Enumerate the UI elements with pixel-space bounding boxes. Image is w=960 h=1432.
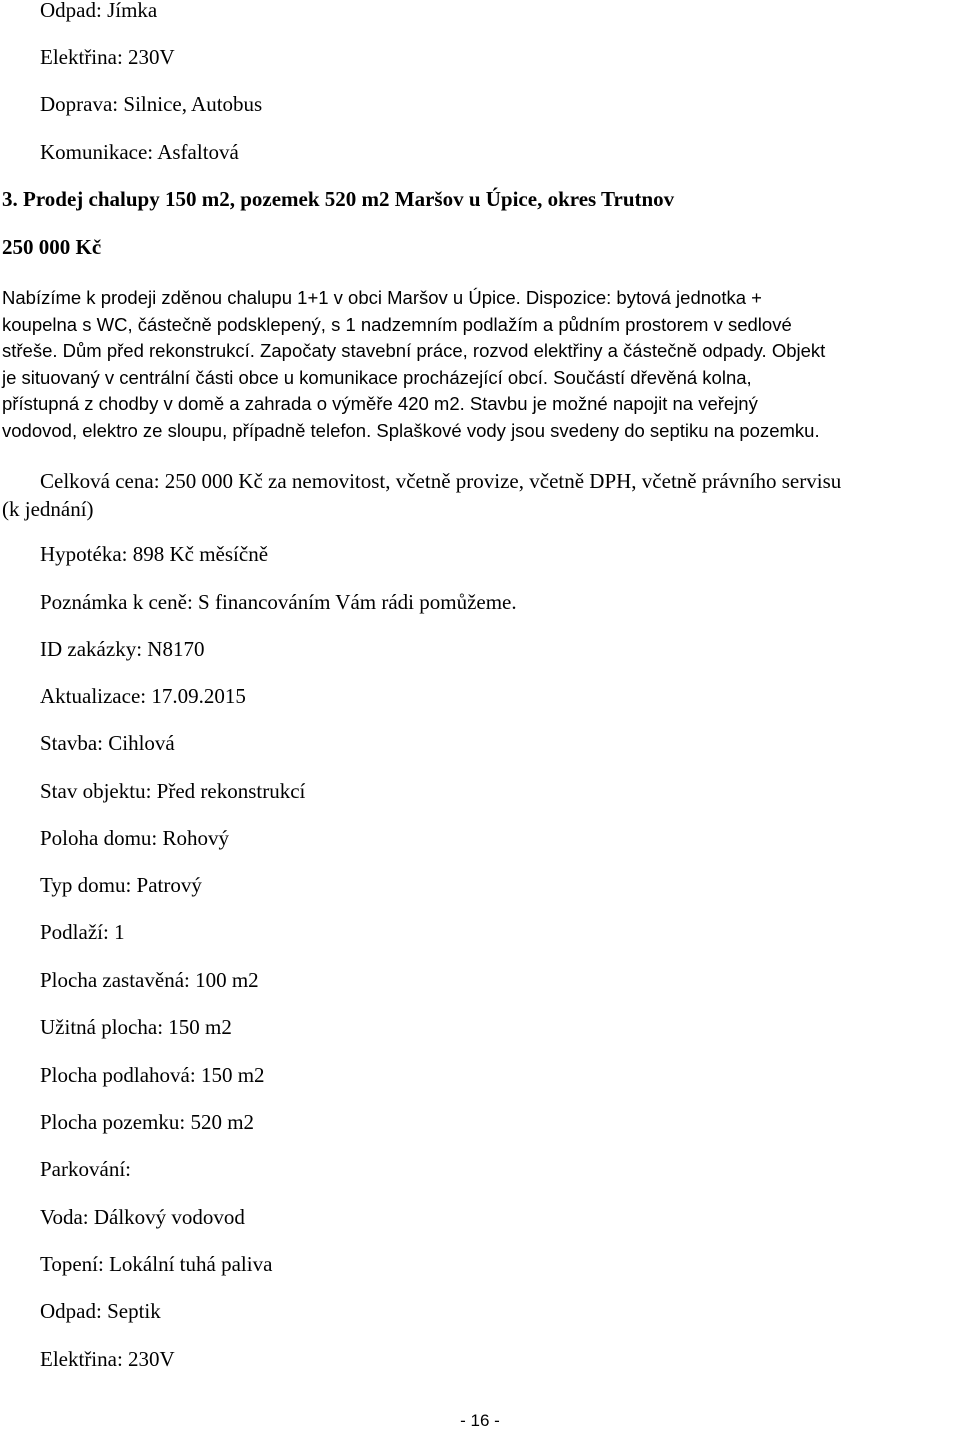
description-line: střeše. Dům před rekonstrukcí. Započaty stavební práce, rozvod elektřiny a částečně odpady. Objekt — [2, 340, 826, 361]
param-topeni: Topení: Lokální tuhá paliva — [40, 1252, 273, 1276]
param-plocha-podlahova: Plocha podlahová: 150 m2 — [40, 1063, 265, 1087]
param-elektrina-2: Elektřina: 230V — [40, 1347, 175, 1371]
param-uzitna-plocha: Užitná plocha: 150 m2 — [40, 1015, 232, 1039]
param-odpad: Odpad: Jímka — [40, 0, 158, 22]
total-price — [2, 467, 958, 523]
param-poznamka: Poznámka k ceně: S financováním Vám rádi pomůžeme. — [40, 590, 517, 614]
listing-price: 250 000 Kč — [2, 235, 102, 259]
param-stavba: Stavba: Cihlová — [40, 731, 175, 755]
param-plocha-zastavena: Plocha zastavěná: 100 m2 — [40, 968, 259, 992]
param-voda: Voda: Dálkový vodovod — [40, 1205, 245, 1229]
param-parkovani: Parkování: — [40, 1157, 131, 1181]
total-price-line: Celková cena: 250 000 Kč za nemovitost, včetně provize, včetně DPH, včetně právního servisu — [40, 469, 842, 493]
param-odpad-septik: Odpad: Septik — [40, 1299, 161, 1323]
description-line: vodovod, elektro ze sloupu, případně telefon. Splaškové vody jsou svedeny do septiku na pozemku. — [2, 419, 820, 441]
param-podlazi: Podlaží: 1 — [40, 920, 125, 944]
param-id-zakazky: ID zakázky: N8170 — [40, 637, 205, 661]
param-plocha-pozemku: Plocha pozemku: 520 m2 — [40, 1110, 255, 1134]
param-hypoteka: Hypotéka: 898 Kč měsíčně — [40, 542, 269, 566]
param-elektrina: Elektřina: 230V — [40, 45, 175, 69]
param-doprava: Doprava: Silnice, Autobus — [40, 92, 263, 116]
description-line: je situovaný v centrální části obce u komunikace procházející obcí. Součástí dřevěná kolna, — [2, 366, 752, 388]
description-line: přístupná z chodby v domě a zahrada o výměře 420 m2. Stavbu je možné napojit na veřejný — [2, 393, 758, 414]
param-typ-domu: Typ domu: Patrový — [40, 873, 202, 897]
page-number: - 16 - — [460, 1411, 500, 1430]
total-price-note: (k jednání) — [2, 497, 94, 521]
description-line: koupelna s WC, částečně podsklepený, s 1 nadzemním podlažím a půdním prostorem v sedlové — [2, 313, 792, 335]
param-komunikace: Komunikace: Asfaltová — [40, 140, 239, 164]
listing-heading: 3. Prodej chalupy 150 m2, pozemek 520 m2 Maršov u Úpice, okres Trutnov — [2, 187, 675, 211]
listing-description — [2, 285, 958, 444]
param-poloha-domu: Poloha domu: Rohový — [40, 826, 230, 850]
param-stav-objektu: Stav objektu: Před rekonstrukcí — [40, 779, 306, 803]
param-aktualizace: Aktualizace: 17.09.2015 — [40, 684, 246, 708]
description-line: Nabízíme k prodeji zděnou chalupu 1+1 v obci Maršov u Úpice. Dispozice: bytová jednotka + — [2, 287, 762, 308]
